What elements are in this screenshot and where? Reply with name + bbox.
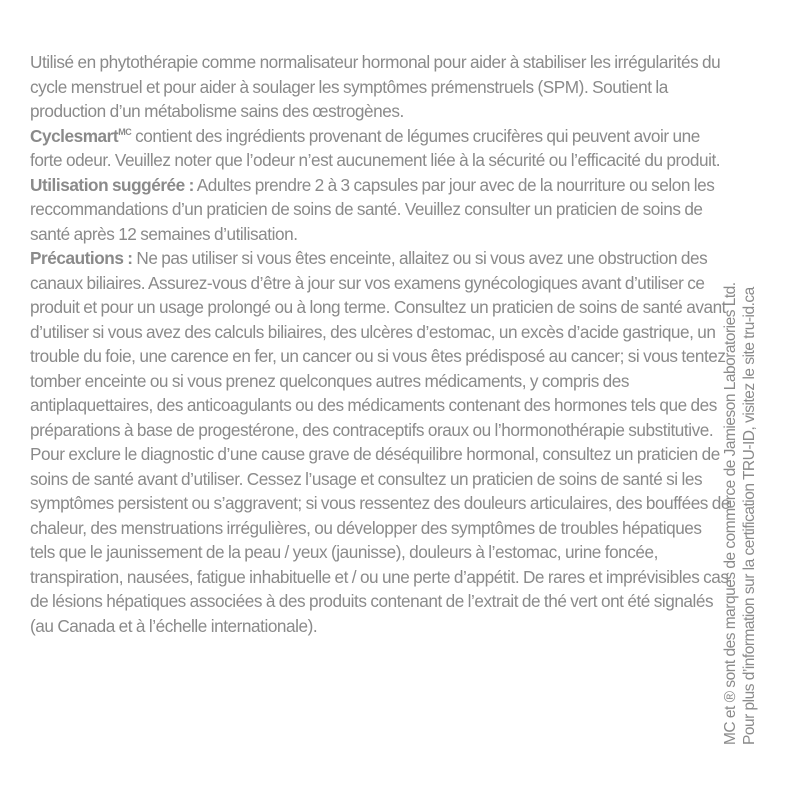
precautions-paragraph bbox=[30, 246, 730, 638]
intro-paragraph bbox=[30, 50, 730, 124]
precautions-text: Ne pas utiliser si vous êtes enceinte, allaitez ou si vous avez une obstruction des canaux biliaires. Assurez-vous d’être à jour sur vos examens gynécologiques avant d’utiliser ce produit et pour un usage prolongé ou à long terme. Consultez un praticien de soins de santé avant d’utiliser si vous avez des calculs biliaires, des ulcères d’estomac, un excès d’acide gastrique, un trouble du foie, une carence en fer, un cancer ou si vous êtes prédisposé au cancer; si vous tentez tomber enceinte ou si vous prenez quelconques autres médicaments, y compris des antiplaquettaires, des anticoagulants ou des médicaments contenant des hormones tels que des préparations à base de progestérone, des contraceptifs oraux ou l’hormonothérapie substitutive. Pour exclure le diagnostic d’une cause grave de déséquilibre hormonal, consultez un praticien de soins de santé avant d’utiliser. Cessez l’usage et consultez un praticien de soins de santé si les symptômes persistent ou s’aggravent; si vous ressentez des douleurs articulaires, des bouffées de chaleur, des menstruations irrégulières, ou développer des symptômes de troubles hépatiques tels que le jaunissement de la peau / yeux (jaunisse), douleurs à l’estomac, urine foncée, transpiration, nausées, fatigue inhabituelle et / ou une perte d’appétit. De rares et imprévisibles cas de lésions hépatiques associées à des produits contenant de l’extrait de thé vert ont été signalés (au Canada et à l’échelle internationale). bbox=[30, 248, 730, 636]
certification-line: Pour plus d’information sur la certification TRU-ID, visitez le site tru-id.ca bbox=[741, 287, 758, 745]
usage-paragraph bbox=[30, 173, 730, 247]
usage-label: Utilisation suggérée : bbox=[30, 174, 194, 195]
brand-name: Cyclesmart bbox=[30, 125, 119, 146]
brand-text: contient des ingrédients provenant de légumes crucifères qui peuvent avoir une forte odeur. Veuillez noter que l’odeur n’est aucunement liée à la sécurité ou l’efficacité du produit. bbox=[30, 125, 721, 170]
precautions-label: Précautions : bbox=[30, 248, 133, 268]
brand-trademark: MC bbox=[118, 126, 132, 137]
intro-text: Utilisé en phytothérapie comme normalisateur hormonal pour aider à stabiliser les irrégularités du cycle menstruel et pour aider à soulager les symptômes prémenstruels (SPM). Soutient la production d’un métabolisme sains des œstrogènes. bbox=[30, 52, 721, 121]
brand-paragraph bbox=[30, 124, 730, 173]
label-body bbox=[30, 50, 730, 638]
usage-text: Adultes prendre 2 à 3 capsules par jour avec de la nourriture ou selon les reccommandations d’un praticien de soins de santé. Veuillez consulter un praticien de soins de santé après 12 semaines d’utilisation. bbox=[30, 174, 715, 244]
trademark-side-note bbox=[721, 200, 759, 745]
trademark-line: MC et ® sont des marques de commerce de Jamieson Laboratories Ltd. bbox=[722, 282, 739, 745]
